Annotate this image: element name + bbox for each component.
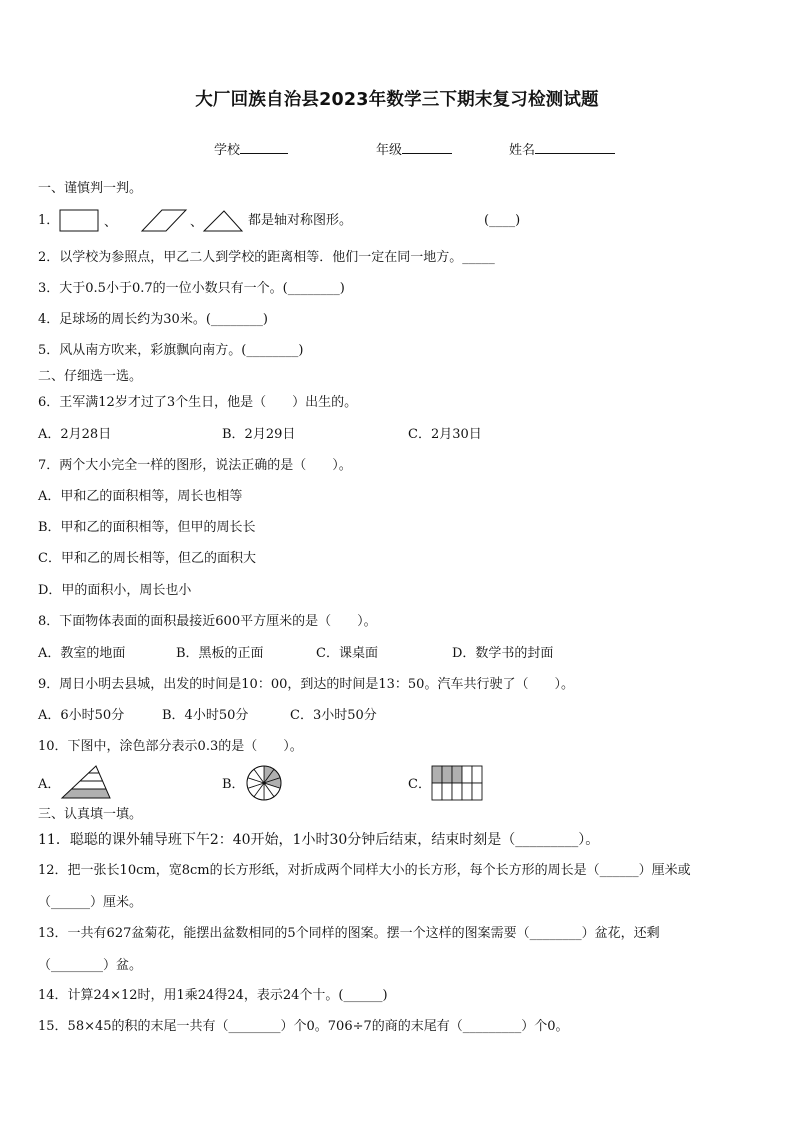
grid-cell — [462, 783, 472, 800]
name-field[interactable] — [509, 139, 615, 158]
q10-triangle-figure — [60, 764, 112, 800]
grid-cell — [472, 766, 482, 783]
school-field[interactable] — [214, 139, 288, 158]
question-9-stem: 9．周日小明去县城，出发的时间是10：00，到达的时间是13：50。汽车共行驶了（ ）。 — [38, 677, 574, 692]
question-10-stem: 10．下图中，涂色部分表示0.3的是（ ）。 — [38, 739, 303, 754]
grid-cells — [432, 766, 482, 800]
grid-cell — [442, 783, 452, 800]
q8-option-c[interactable]: C．课桌面 — [316, 646, 378, 661]
question-14: 14．计算24×12时，用1乘24得24，表示24个十。(______) — [38, 988, 388, 1003]
question-2: 2．以学校为参照点，甲乙二人到学校的距离相等．他们一定在同一地方。_____ — [38, 250, 495, 265]
q7-option-d[interactable]: D．甲的面积小，周长也小 — [38, 583, 192, 598]
question-11: 11．聪聪的课外辅导班下午2：40开始，1小时30分钟后结束，结束时刻是（_________）。 — [38, 832, 600, 848]
question-12-line-1: 12．把一张长10cm，宽8cm的长方形纸，对折成两个同样大小的长方形，每个长方形的周长是（______）厘米或 — [38, 863, 691, 878]
q1-shapes — [58, 207, 248, 235]
grid-cell-shaded — [442, 766, 452, 783]
q10-circle-figure — [244, 764, 284, 802]
q9-option-c[interactable]: C．3小时50分 — [290, 708, 377, 723]
q6-option-a[interactable]: A．2月28日 — [38, 427, 112, 442]
name-label: 姓名 — [509, 143, 536, 158]
grid-cell — [452, 783, 462, 800]
q8-option-a[interactable]: A．教室的地面 — [38, 646, 126, 661]
school-blank[interactable] — [240, 141, 288, 154]
grade-label: 年级 — [376, 143, 403, 158]
grid-cell — [472, 783, 482, 800]
school-label: 学校 — [214, 143, 241, 158]
question-6-stem: 6．王军满12岁才过了3个生日，他是（ ）出生的。 — [38, 395, 358, 410]
question-12-line-2: （______）厘米。 — [38, 895, 143, 910]
parallelogram-shape — [142, 210, 186, 231]
q1-answer-blank[interactable]: (____) — [484, 213, 521, 228]
q10-option-b[interactable]: B． — [222, 777, 245, 792]
q8-option-d[interactable]: D．数学书的封面 — [452, 646, 554, 661]
q6-option-b[interactable]: B．2月29日 — [222, 427, 296, 442]
q10-grid-figure — [430, 764, 486, 802]
triangle-shape — [204, 211, 242, 231]
grade-blank[interactable] — [402, 141, 452, 154]
grid-cell-shaded — [452, 766, 462, 783]
question-7-stem: 7．两个大小完全一样的图形，说法正确的是（ ）。 — [38, 458, 352, 473]
grid-cell — [432, 783, 442, 800]
section-1-heading: 一、谨慎判一判。 — [38, 181, 143, 196]
section-3-heading: 三、认真填一填。 — [38, 807, 143, 822]
question-4: 4．足球场的周长约为30米。(________) — [38, 312, 268, 327]
q1-text: 都是轴对称图形。 — [248, 213, 353, 228]
q6-option-c[interactable]: C．2月30日 — [408, 427, 482, 442]
name-blank[interactable] — [535, 141, 615, 154]
question-13-line-1: 13．一共有627盆菊花，能摆出盆数相同的5个同样的图案。摆一个这样的图案需要（________）盆花，还剩 — [38, 926, 660, 941]
q1-number: 1． — [38, 213, 60, 228]
page-title: 大厂回族自治县2023年数学三下期末复习检测试题 — [195, 90, 599, 110]
grid-cell — [462, 766, 472, 783]
q9-option-a[interactable]: A．6小时50分 — [38, 708, 125, 723]
q7-option-b[interactable]: B．甲和乙的面积相等，但甲的周长长 — [38, 520, 256, 535]
q9-option-b[interactable]: B．4小时50分 — [162, 708, 249, 723]
q1-sep1: 、 — [104, 215, 118, 230]
q8-option-b[interactable]: B．黑板的正面 — [176, 646, 264, 661]
q7-option-a[interactable]: A．甲和乙的面积相等，周长也相等 — [38, 489, 243, 504]
q10-option-c[interactable]: C． — [408, 777, 431, 792]
section-2-heading: 二、仔细选一选。 — [38, 369, 143, 384]
q10-option-a[interactable]: A． — [38, 777, 61, 792]
rectangle-shape — [60, 210, 98, 231]
question-8-stem: 8．下面物体表面的面积最接近600平方厘米的是（ ）。 — [38, 614, 377, 629]
question-13-line-2: （________）盆。 — [38, 958, 143, 973]
grid-cell-shaded — [432, 766, 442, 783]
question-1 — [38, 212, 59, 230]
q1-sep2: 、 — [190, 215, 204, 230]
q7-option-c[interactable]: C．甲和乙的周长相等，但乙的面积大 — [38, 551, 256, 566]
question-15: 15．58×45的积的末尾一共有（________）个0。706÷7的商的末尾有（_________）个0。 — [38, 1019, 569, 1034]
question-5: 5．风从南方吹来，彩旗飘向南方。(________) — [38, 343, 304, 358]
grade-field[interactable] — [376, 139, 452, 158]
question-3: 3．大于0.5小于0.7的一位小数只有一个。(________) — [38, 281, 345, 296]
